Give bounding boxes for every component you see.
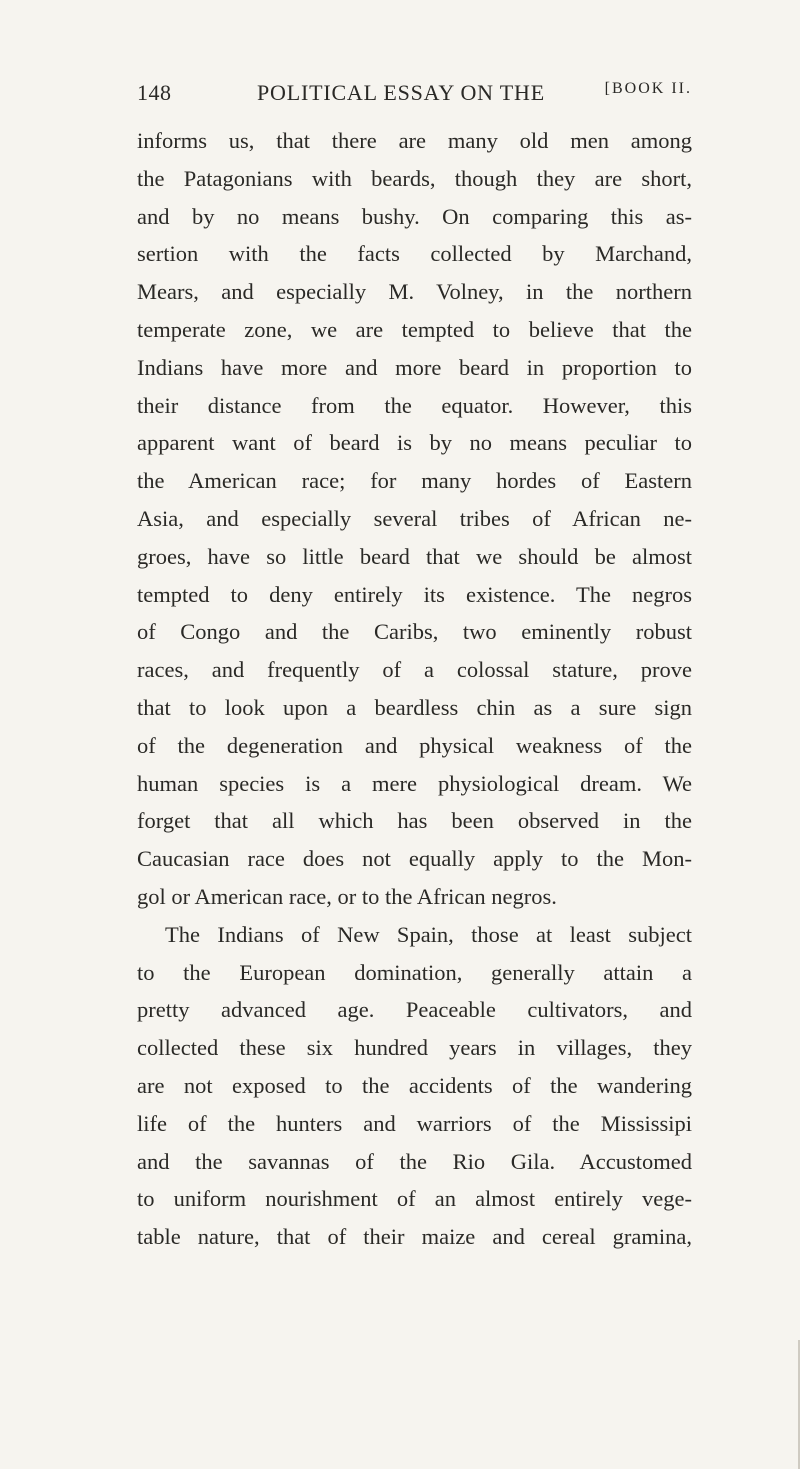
text-line: temperate zone, we are tempted to believe that the — [137, 316, 692, 342]
text-line: apparent want of beard is by no means peculiar to — [137, 430, 692, 456]
text-line: collected these six hundred years in villages, they — [137, 1035, 692, 1061]
text-line: Caucasian race does not equally apply to the Mon- — [137, 846, 692, 872]
text-line: tempted to deny entirely its existence. The negros — [137, 581, 692, 607]
text-line: races, and frequently of a colossal stature, prove — [137, 657, 692, 683]
body-text — [137, 122, 692, 1256]
text-line: Asia, and especially several tribes of African ne- — [137, 505, 692, 531]
text-line: table nature, that of their maize and cereal gramina, — [137, 1224, 692, 1250]
page-number: 148 — [137, 80, 172, 105]
text-line: the Patagonians with beards, though they are short, — [137, 165, 692, 191]
text-line: Indians have more and more beard in proportion to — [137, 354, 692, 380]
text-line: forget that all which has been observed in the — [137, 808, 692, 834]
page-header — [137, 80, 692, 112]
text-line: gol or American race, or to the African negros. — [137, 883, 557, 909]
text-line: and the savannas of the Rio Gila. Accustomed — [137, 1148, 692, 1174]
book-reference: [BOOK II. — [604, 80, 692, 97]
text-line: to the European domination, generally attain a — [137, 959, 692, 985]
text-line: pretty advanced age. Peaceable cultivators, and — [137, 997, 692, 1023]
text-line: are not exposed to the accidents of the wandering — [137, 1072, 692, 1098]
text-line: human species is a mere physiological dream. We — [137, 770, 692, 796]
text-line: the American race; for many hordes of Eastern — [137, 468, 692, 494]
text-line: that to look upon a beardless chin as a sure sign — [137, 694, 692, 720]
text-line: informs us, that there are many old men among — [137, 128, 692, 153]
text-line: of the degeneration and physical weakness of the — [137, 732, 692, 758]
text-line: to uniform nourishment of an almost entirely vege- — [137, 1186, 692, 1212]
text-line: sertion with the facts collected by Marchand, — [137, 241, 692, 267]
text-line: of Congo and the Caribs, two eminently robust — [137, 619, 692, 645]
text-line: The Indians of New Spain, those at least subject — [165, 921, 692, 947]
text-line: groes, have so little beard that we should be almost — [137, 543, 692, 569]
text-line: Mears, and especially M. Volney, in the northern — [137, 279, 692, 305]
text-line: life of the hunters and warriors of the Mississipi — [137, 1110, 692, 1136]
running-title: POLITICAL ESSAY ON THE — [257, 80, 545, 105]
text-line: their distance from the equator. However, this — [137, 392, 692, 418]
text-line: and by no means bushy. On comparing this as- — [137, 203, 692, 229]
